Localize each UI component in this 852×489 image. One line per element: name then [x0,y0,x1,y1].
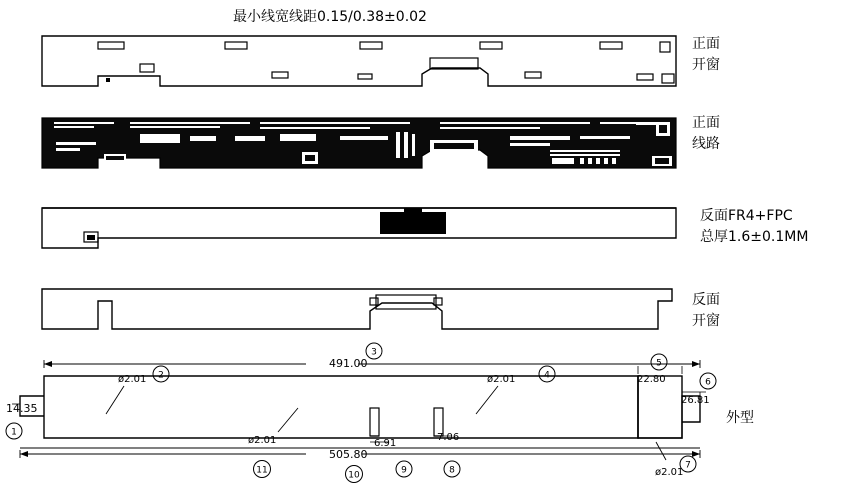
label-front-open-line1: 正面 [692,36,720,52]
svg-text:11: 11 [256,465,268,476]
svg-text:8: 8 [449,465,455,476]
label-back-open-line1: 反面 [692,292,720,308]
dimension-2681: 26.81 [681,395,710,406]
svg-text:1: 1 [11,427,17,438]
balloon-8 [443,460,461,478]
balloon-3 [365,342,383,360]
label-front-trace-line2: 线路 [692,136,720,152]
svg-text:4: 4 [544,370,550,381]
balloon-7 [679,455,697,473]
svg-text:6: 6 [705,377,711,388]
balloon-2 [152,365,170,383]
label-back-fr4-fpc-line2: 总厚1.6±0.1MM [700,229,809,245]
dimension-1435: 14.35 [6,402,38,415]
view-back-fr4-fpc [40,202,680,254]
label-outline [726,408,754,429]
label-back-open-line2: 开窗 [692,313,720,329]
label-back-fr4-fpc-line1: 反面FR4+FPC [700,208,793,224]
balloon-11 [252,460,272,478]
hole-dia-left: ø2.01 [118,374,147,385]
svg-text:2: 2 [158,370,164,381]
label-back-open [692,290,720,332]
label-front-trace-line1: 正面 [692,115,720,131]
label-back-fr4-fpc [700,206,808,248]
hole-dia-right: ø2.01 [487,374,516,385]
balloon-5 [650,353,668,371]
svg-text:10: 10 [348,470,360,481]
view-front-trace [40,112,680,174]
label-front-open [692,34,720,76]
svg-text:3: 3 [371,347,377,358]
dimension-491: 491.00 [329,357,368,370]
dimension-706: 7.06 [437,432,460,443]
hole-dia-bottom: ø2.01 [248,435,277,446]
label-front-open-line2: 开窗 [692,57,720,73]
dimension-691: 6.91 [374,438,397,449]
page-title: 最小线宽线距0.15/0.38±0.02 [233,9,427,25]
dimension-505: 505.80 [329,448,368,461]
balloon-10 [344,465,364,483]
balloon-1 [5,422,23,440]
label-outline-line1: 外型 [726,410,754,426]
view-back-open [40,285,680,337]
balloon-4 [538,365,556,383]
hole-dia-corner: ø2.01 [655,467,684,478]
balloon-9 [395,460,413,478]
balloon-6 [699,372,717,390]
svg-text:7: 7 [685,460,691,471]
label-front-trace [692,113,720,155]
view-front-open [40,30,680,92]
svg-text:5: 5 [656,358,662,369]
svg-text:9: 9 [401,465,407,476]
dimension-2280: 22.80 [637,374,666,385]
